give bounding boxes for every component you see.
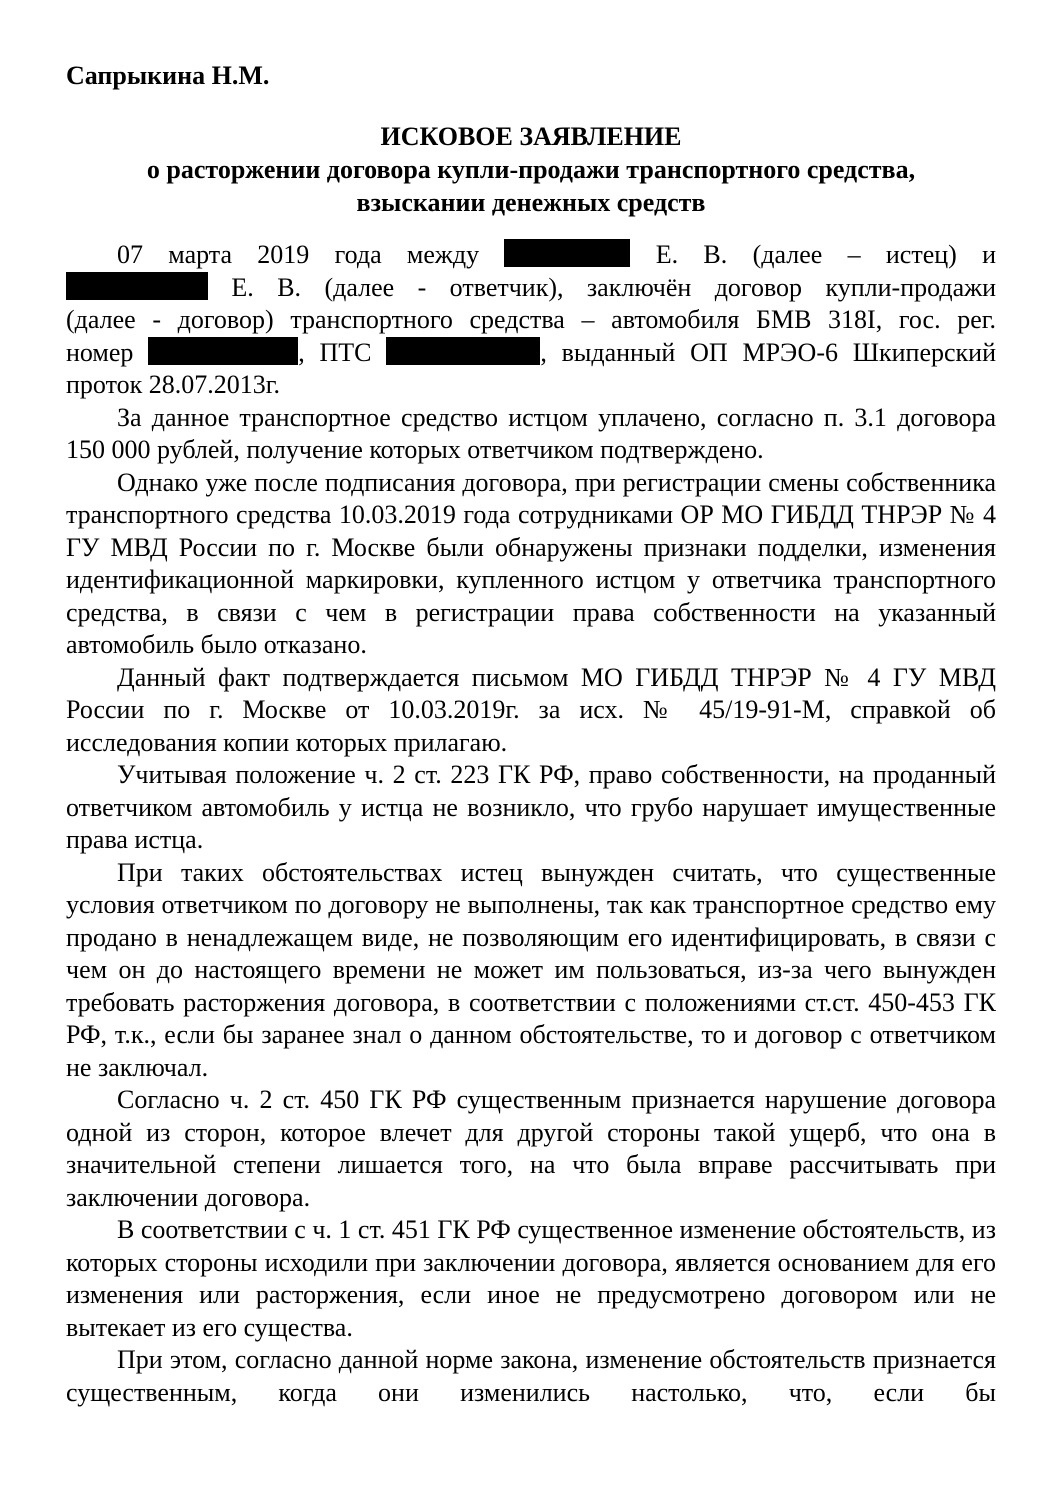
- paragraph-1-line-3: (далее - договор) транспортного средства – автомобиля БМВ 318I, гос. рег.: [66, 305, 996, 334]
- paragraph-1-line-4: [66, 337, 996, 370]
- paragraph-4: Данный факт подтверждается письмом МО ГИБДД ТНРЭР № 4 ГУ МВД России по г. Москве от 10.03.2019г. за исх. № 45/19-91-М, справкой об исследования копии которых прилагаю.: [66, 662, 996, 757]
- author-name: Сапрыкина Н.М.: [66, 61, 270, 90]
- redacted-block: [504, 239, 630, 267]
- paragraph-5: Учитывая положение ч. 2 ст. 223 ГК РФ, право собственности, на проданный ответчиком автомобиль у истца не возникло, что грубо нарушает имущественные права истца.: [66, 760, 996, 854]
- paragraph-3: Однако уже после подписания договора, при регистрации смены собственника транспортного средства 10.03.2019 года сотрудниками ОР МО ГИБДД ТНРЭР № 4 ГУ МВД России по г. Москве были обнаружены признаки подделки, изменения идентификационной маркировки, купленного истцом у ответчика транспортного средства, в связи с чем в регистрации права собственности на указанный автомобиль было отказано.: [66, 467, 996, 659]
- text-fragment: номер: [66, 337, 134, 367]
- paragraph-1-line-2: [66, 272, 996, 305]
- text-fragment: , выданный ОП МРЭО-6 Шкиперский: [540, 337, 996, 367]
- paragraph-7: Согласно ч. 2 ст. 450 ГК РФ существенным признается нарушение договора одной из сторон, которое влечет для другой стороны такой ущерб, что она в значительной степени лишается того, на что была вправе рассчитывать при заключении договора.: [66, 1085, 996, 1212]
- title-line-3: взыскании денежных средств: [356, 188, 706, 217]
- paragraph-1-line-1: [66, 239, 996, 272]
- redacted-block: [386, 337, 540, 365]
- paragraph-1-line-5: проток 28.07.2013г.: [66, 370, 280, 399]
- paragraph-2: За данное транспортное средство истцом уплачено, согласно п. 3.1 договора 150 000 рублей, получение которых ответчиком подтверждено.: [66, 402, 996, 464]
- text-fragment: Е. В. (далее - ответчик), заключён договор купли-продажи: [231, 272, 996, 302]
- paragraph-9: При этом, согласно данной норме закона, изменение обстоятельств признается существенным, когда они изменились настолько, что, если бы: [66, 1345, 996, 1407]
- paragraph-1: [66, 239, 996, 402]
- text-fragment: , ПТС: [298, 337, 372, 367]
- text-fragment: 07 марта 2019 года между: [117, 240, 480, 269]
- text-fragment: Е. В. (далее – истец) и: [655, 240, 997, 269]
- document-title: [66, 120, 996, 219]
- paragraph-6: При таких обстоятельствах истец вынужден считать, что существенные условия ответчиком по договору не выполнены, так как транспортное средство ему продано в ненадлежащем виде, не позволяющим его идентифицировать, в связи с чем он до настоящего времени не может им пользоваться, из-за чего вынужден требовать расторжения договора, в соответствии с положениями ст.ст. 450-453 ГК РФ, т.к., если бы заранее знал о данном обстоятельстве, то и договор с ответчиком не заключал.: [66, 857, 996, 1082]
- title-line-2: о расторжении договора купли-продажи транспортного средства,: [146, 155, 916, 184]
- paragraph-8: В соответствии с ч. 1 ст. 451 ГК РФ существенное изменение обстоятельств, из которых стороны исходили при заключении договора, является основанием для его изменения или расторжения, если иное не предусмотрено договором или не вытекает из его существа.: [66, 1215, 996, 1342]
- document-page: [66, 60, 996, 1409]
- redacted-block: [148, 337, 298, 365]
- redacted-block: [66, 272, 208, 300]
- title-line-1: ИСКОВОЕ ЗАЯВЛЕНИЕ: [380, 122, 682, 151]
